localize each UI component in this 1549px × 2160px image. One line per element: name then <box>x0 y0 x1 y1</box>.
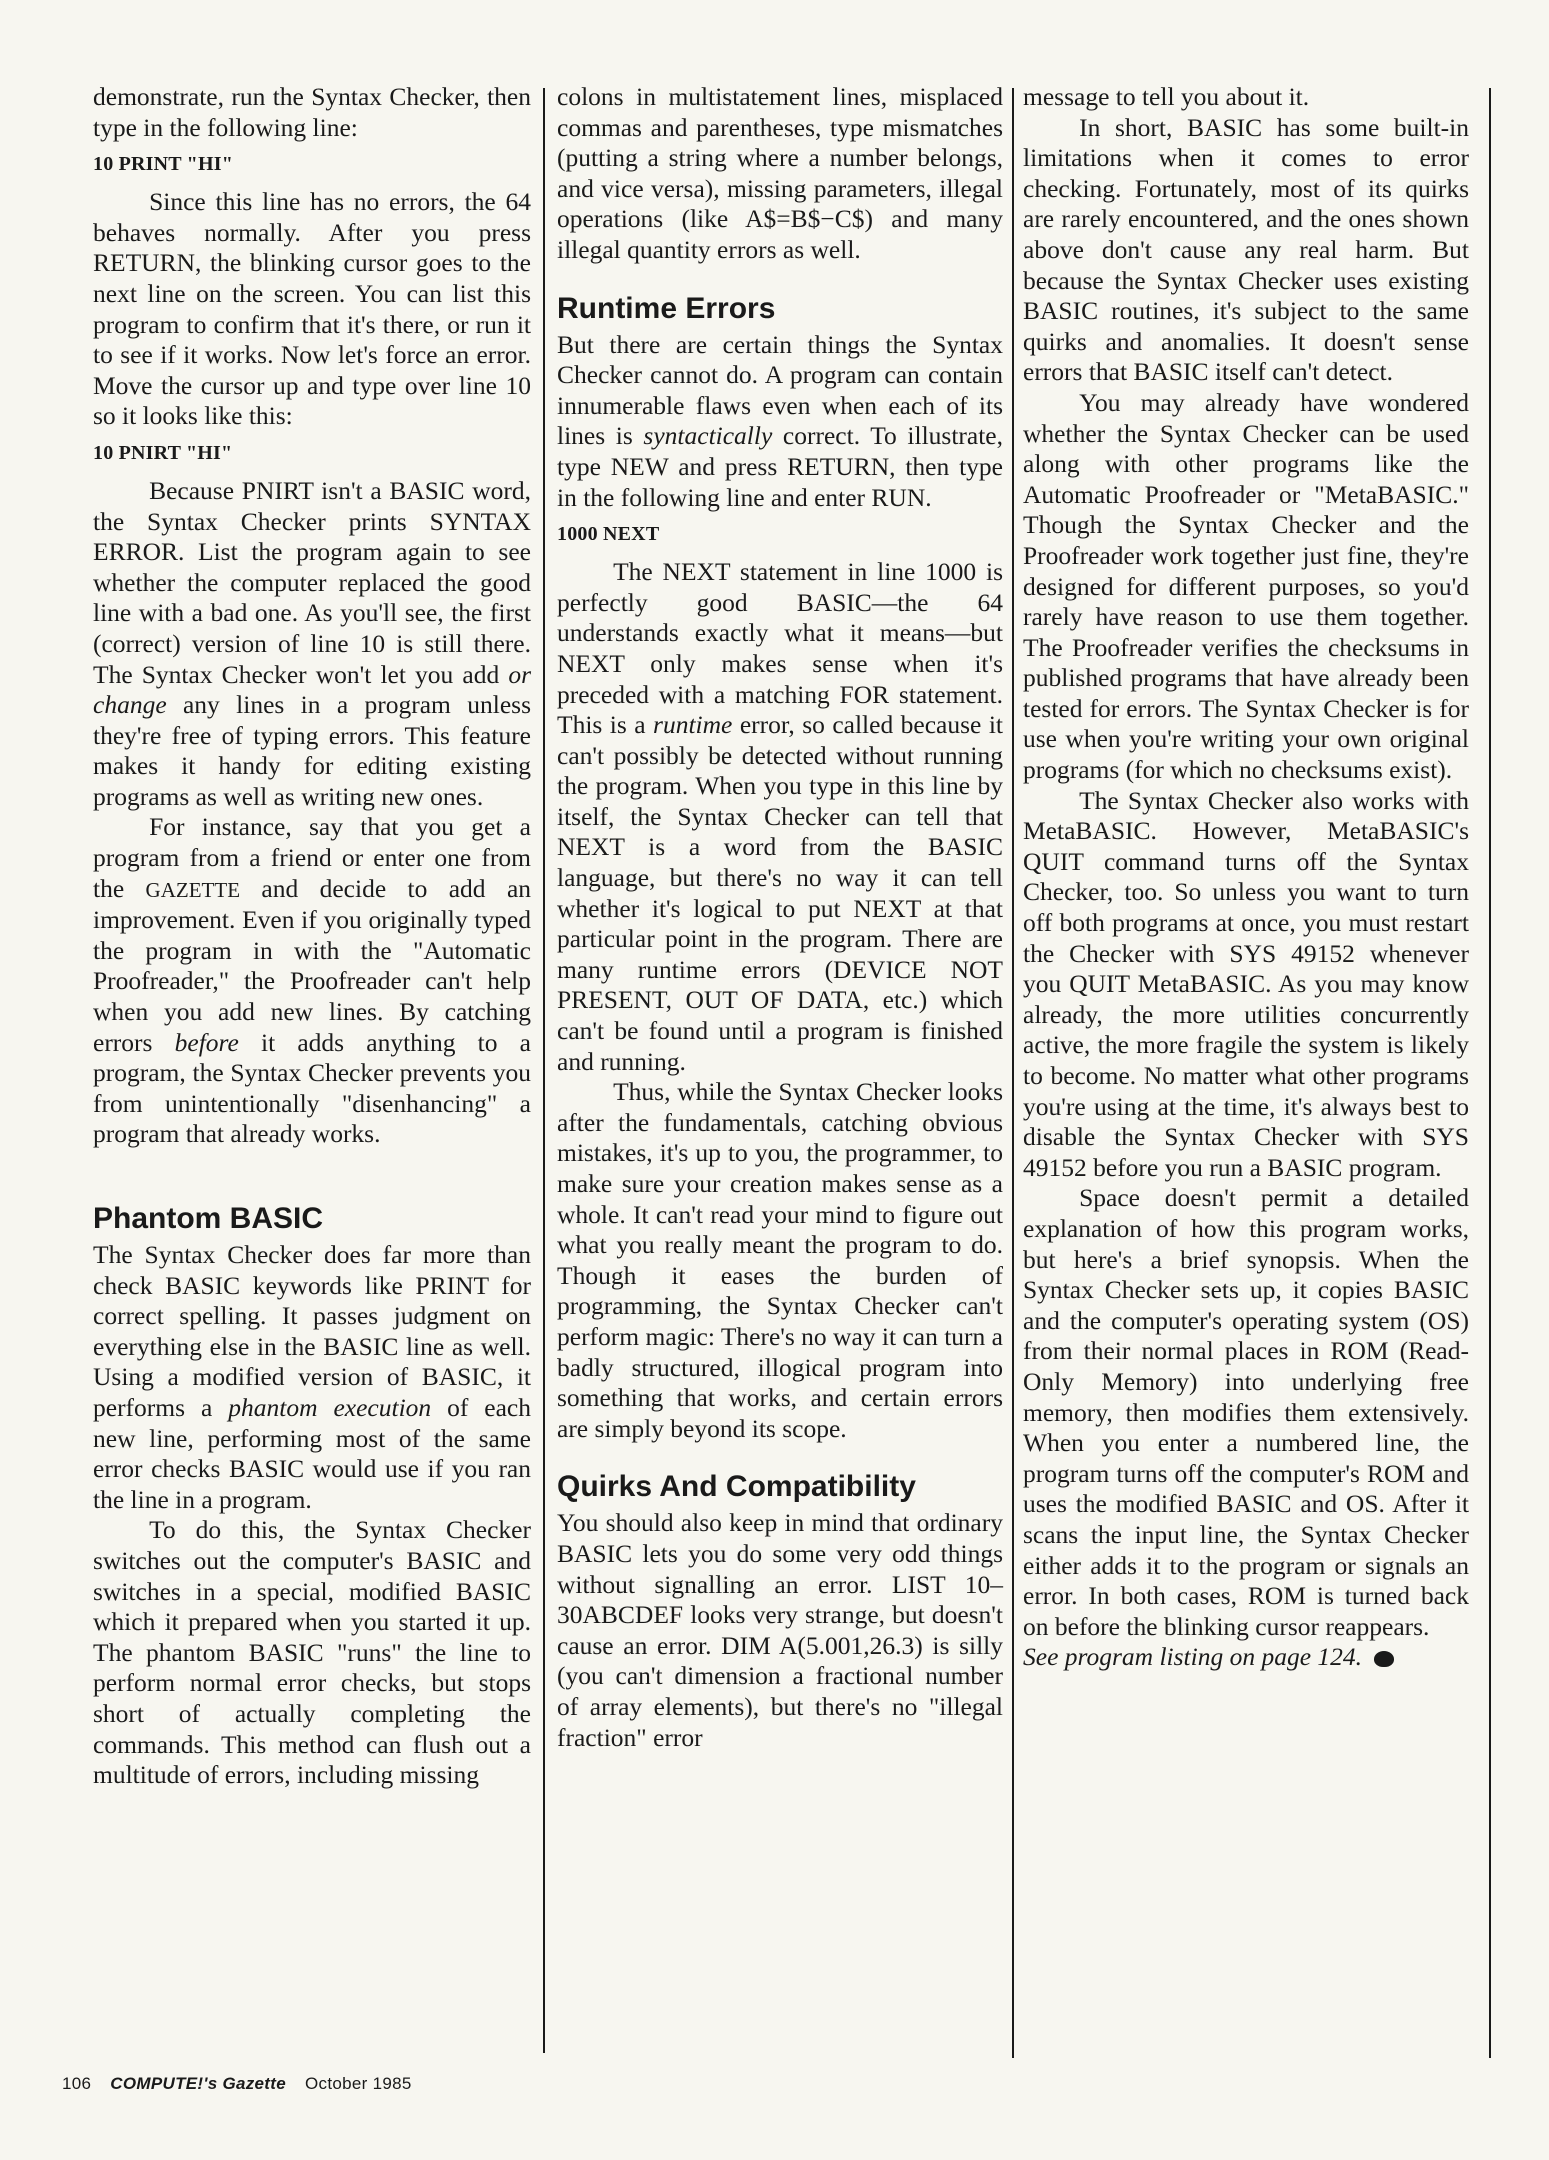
code-line: 10 PRINT "HI" <box>93 153 234 176</box>
paragraph: The Syntax Checker also works with MetaBASIC. However, MetaBASIC's QUIT command turns off the Syntax Checker, too. So unless you want to turn off both programs at once, you must restart the Checker with SYS 49152 whenever you QUIT MetaBASIC. As you may know already, the more utilities concurrently active, the more fragile the system is likely to become. No matter what other programs you're using at the time, it's always best to disable the Syntax Checker with SYS 49152 before you run a BASIC program. <box>1023 785 1469 1182</box>
see-listing-text: See program listing on page 124. <box>1023 1642 1363 1672</box>
emphasis: or change <box>93 659 531 720</box>
paragraph <box>557 330 1003 514</box>
text-run: The NEXT statement in line 1000 is perfectly good BASIC—the 64 understands exactly what it means—but NEXT only makes sense when it's preceded with a matching FOR statement. This is a <box>557 557 1003 740</box>
page-footer <box>62 2074 412 2094</box>
paragraph: Thus, while the Syntax Checker looks after the fundamentals, catching obvious mistakes, it's up to you, the programmer, to make sure your creation makes sense as a whole. It can't read your mind to figure out what you really meant the program to do. Though it eases the burden of programming, the Syntax Checker can't perform magic: There's no way it can turn a badly structured, illogical program into something that works, and certain errors are simply beyond its scope. <box>557 1077 1003 1443</box>
text-run: and decide to add an improvement. Even if you originally typed the program in with the "Automatic Proofreader," the Proofreader can't help when you add new lines. By catching errors <box>93 873 532 1057</box>
text-run: of each new line, performing most of the same error checks BASIC would use if you ran the line in a program. <box>93 1392 531 1514</box>
paragraph: message to tell you about it. <box>1023 82 1310 111</box>
paragraph: colons in multistatement lines, misplaced commas and parentheses, type mismatches (putting a string where a number belongs, and vice versa), missing parameters, illegal operations (like A$=B$−C$) and many illegal quantity errors as well. <box>557 82 1003 264</box>
text-run: Because PNIRT isn't a BASIC word, the Syntax Checker prints SYNTAX ERROR. List the program again to see whether the computer replaced the good line with a bad one. As you'll see, the first (correct) version of line 10 is still there. The Syntax Checker won't let you add <box>93 475 531 689</box>
paragraph <box>557 557 1003 1077</box>
paragraph: You should also keep in mind that ordinary BASIC lets you do some very odd things without signalling an error. LIST 10–30ABCDEF looks very strange, but doesn't cause an error. DIM A(5.001,26.3) is silly (you can't dimension a fractional number of array elements), but there's no "illegal fraction" error <box>557 1508 1003 1752</box>
text-run: The Syntax Checker does far more than check BASIC keywords like PRINT for correct spelling. It passes judgment on everything else in the BASIC line as well. Using a modified version of BASIC, it performs a <box>93 1240 531 1422</box>
column-rule <box>543 88 545 2053</box>
code-line: 10 PNIRT "HI" <box>93 441 233 464</box>
issue-date: October 1985 <box>305 2074 412 2093</box>
emphasis: before <box>174 1027 239 1057</box>
paragraph <box>93 476 531 813</box>
text-run: correct. To illustrate, type NEW and press RETURN, then type in the following line and enter RUN. <box>557 421 1003 512</box>
text-run: any lines in a program unless they're free of typing errors. This feature makes it handy for editing existing programs as well as writing new ones. <box>93 690 531 811</box>
paragraph <box>93 1240 531 1515</box>
text-run: it adds anything to a program, the Syntax Checker prevents you from unintentionally "disenhancing" a program that already works. <box>93 1027 531 1149</box>
page-number: 106 <box>62 2074 92 2093</box>
text-run: For instance, say that you get a program from a friend or enter one from the <box>93 812 531 903</box>
paragraph: demonstrate, run the Syntax Checker, then type in the following line: <box>93 82 531 142</box>
emphasis: runtime <box>653 710 733 740</box>
column-rule <box>1489 88 1491 2058</box>
paragraph: You may already have wondered whether the Syntax Checker can be used along with other programs like the Automatic Proofreader or "MetaBASIC." Though the Syntax Checker and the Proofreader work together just fine, they're designed for different purposes, so you'd rarely have reason to use them together. The Proofreader verifies the checksums in published programs that have already been tested for errors. The Syntax Checker is for use when you're writing your own original programs (for which no checksums exist). <box>1023 387 1469 785</box>
magazine-name: GAZETTE <box>145 877 241 902</box>
article-column-1 <box>93 82 531 1791</box>
article-column-2 <box>557 82 1003 1753</box>
text-run: But there are certain things the Syntax Checker cannot do. A program can contain innumerable flaws even when each of its lines is <box>557 329 1003 451</box>
text-run: error, so called because it can't possibly be detected without running the program. When you type in this line by itself, the Syntax Checker can tell that NEXT is a word from the BASIC language, but there's no way it can tell whether it's logical to put NEXT at that particular point in the program. There are many runtime errors (DEVICE NOT PRESENT, OUT OF DATA, etc.) which can't be found until a program is finished and running. <box>557 710 1003 1076</box>
paragraph: In short, BASIC has some built-in limitations when it comes to error checking. Fortunately, most of its quirks are rarely encountered, and the ones shown above don't cause any real harm. But because the Syntax Checker uses existing BASIC routines, it's subject to the same quirks and anomalies. It doesn't sense errors that BASIC itself can't detect. <box>1023 112 1469 387</box>
emphasis: syntactically <box>643 421 773 451</box>
article-column-3 <box>1023 82 1469 1673</box>
paragraph: Space doesn't permit a detailed explanation of how this program works, but here's a brief synopsis. When the Syntax Checker sets up, it copies BASIC and the computer's operating system (OS) from their normal places in ROM (Read-Only Memory) into underlying free memory, then modifies them extensively. When you enter a numbered line, the program turns off the computer's ROM and uses the modified BASIC and OS. After it scans the input line, the Syntax Checker either adds it to the program or signals an error. In both cases, ROM is turned back on before the blinking cursor reappears. <box>1023 1183 1469 1641</box>
paragraph: Since this line has no errors, the 64 behaves normally. After you press RETURN, the blinking cursor goes to the next line on the screen. You can list this program to confirm that it's there, or run it to see if it works. Now let's force an error. Move the cursor up and type over line 10 so it looks like this: <box>93 187 531 431</box>
magazine-title: COMPUTE!'s Gazette <box>110 2074 286 2093</box>
listing-reference <box>1023 1642 1469 1673</box>
section-heading-runtime-errors: Runtime Errors <box>557 291 776 325</box>
paragraph: To do this, the Syntax Checker switches out the computer's BASIC and switches in a special, modified BASIC which it prepared when you started it up. The phantom BASIC "runs" the line to perform normal error checks, but stops short of actually completing the commands. This method can flush out a multitude of errors, including missing <box>93 1515 531 1790</box>
end-mark-icon <box>1374 1651 1394 1667</box>
column-rule <box>1012 88 1014 2058</box>
paragraph <box>93 812 531 1150</box>
section-heading-phantom-basic: Phantom BASIC <box>93 1202 324 1235</box>
section-heading-quirks: Quirks And Compatibility <box>557 1470 916 1504</box>
emphasis: phantom execution <box>228 1392 432 1422</box>
code-line: 1000 NEXT <box>557 523 660 546</box>
